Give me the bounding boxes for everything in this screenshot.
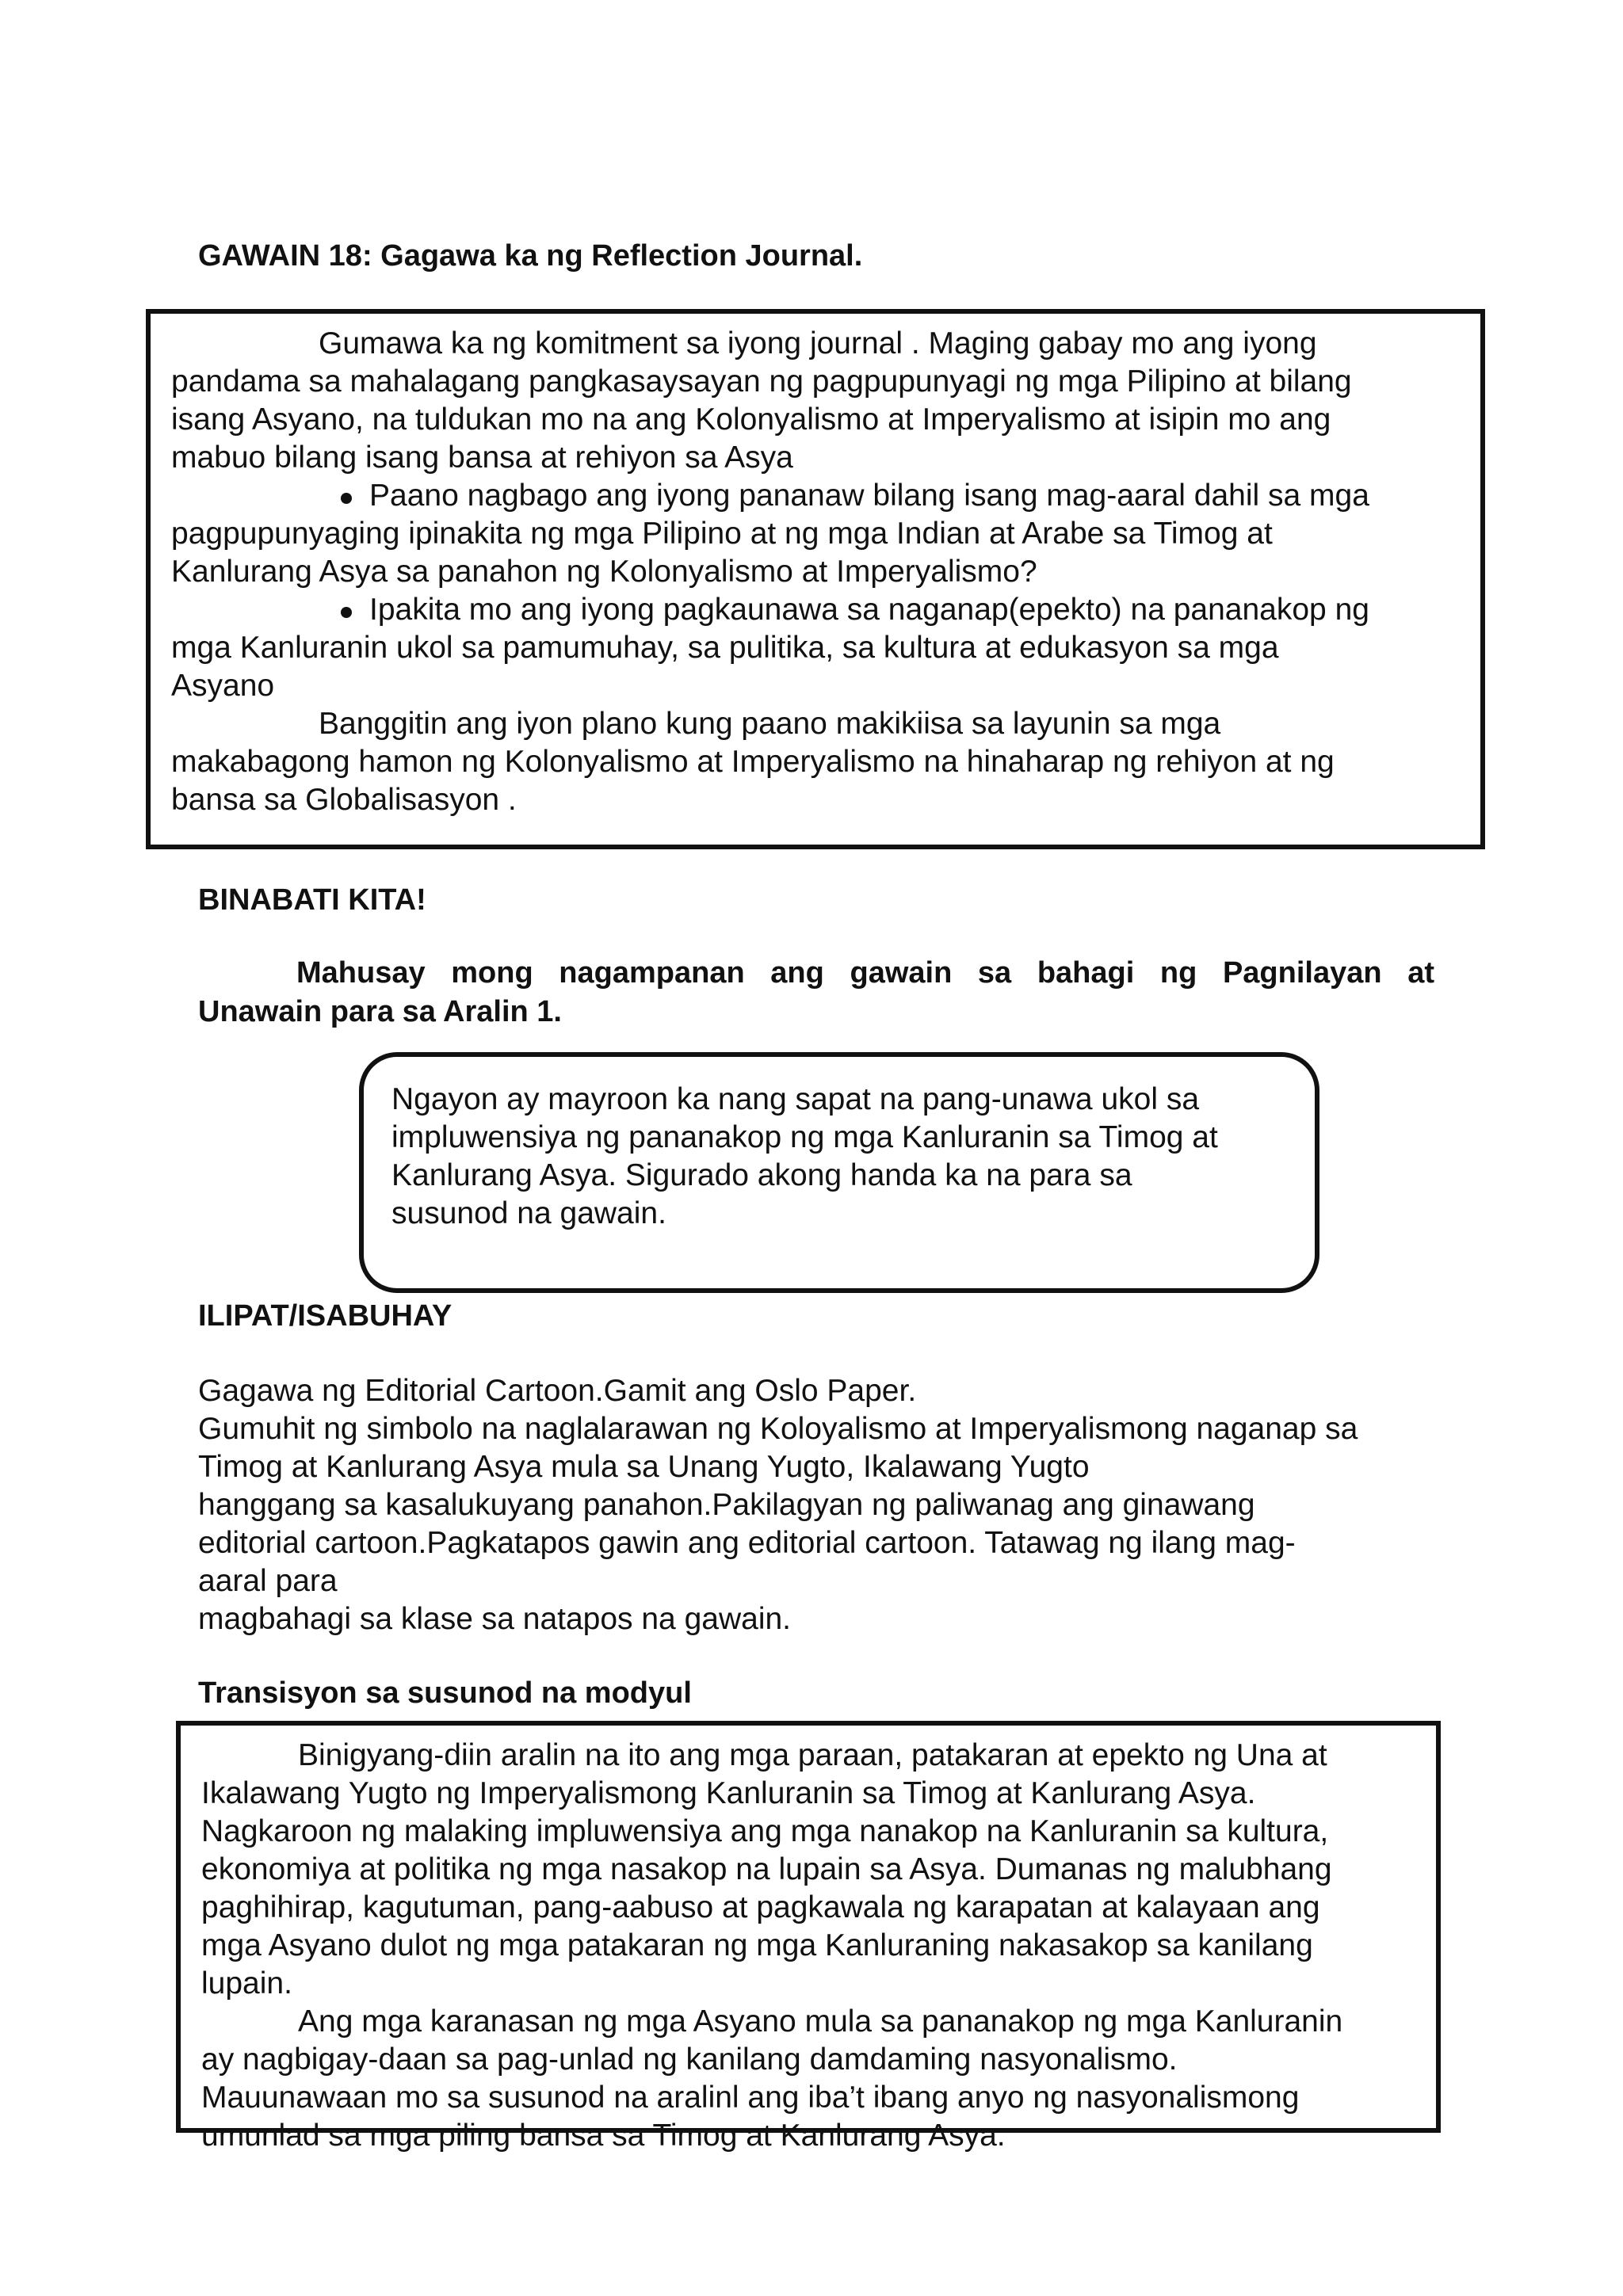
ilipat-line: hanggang sa kasalukuyang panahon.Pakilagyan ng paliwanag ang ginawang [198, 1488, 1255, 1522]
journal-line: mga Kanluranin ukol sa pamumuhay, sa pulitika, sa kultura at edukasyon sa mga [171, 631, 1279, 665]
transisyon-line: lupain. [201, 1966, 292, 2000]
ilipat-line: editorial cartoon.Pagkatapos gawin ang editorial cartoon. Tatawag ng ilang mag- [198, 1526, 1296, 1560]
journal-line: Kanlurang Asya sa panahon ng Kolonyalismo at Imperyalismo? [171, 555, 1037, 589]
transisyon-line: Binigyang-diin aralin na ito ang mga paraan, patakaran at epekto ng Una at [298, 1738, 1327, 1772]
ilipat-heading: ILIPAT/ISABUHAY [198, 1299, 453, 1333]
ilipat-line: Timog at Kanlurang Asya mula sa Unang Yugto, Ikalawang Yugto [198, 1450, 1090, 1484]
callout-line: Ngayon ay mayroon ka nang sapat na pang-unawa ukol sa [391, 1082, 1200, 1116]
journal-line: isang Asyano, na tuldukan mo na ang Kolonyalismo at Imperyalismo at isipin mo ang [171, 402, 1331, 437]
journal-line: Ipakita mo ang iyong pagkaunawa sa naganap(epekto) na pananakop ng [369, 593, 1369, 627]
ilipat-line: aaral para [198, 1564, 338, 1598]
journal-line: mabuo bilang isang bansa at rehiyon sa Asya [171, 441, 793, 475]
transisyon-line: Ang mga karanasan ng mga Asyano mula sa pananakop ng mga Kanluranin [298, 2004, 1343, 2039]
journal-line: pagpupunyaging ipinakita ng mga Pilipino at ng mga Indian at Arabe sa Timog at [171, 517, 1273, 551]
bullet-icon [341, 493, 352, 504]
callout-line: Kanlurang Asya. Sigurado akong handa ka na para sa [391, 1158, 1132, 1192]
transisyon-line: Nagkaroon ng malaking impluwensiya ang mga nanakop na Kanluranin sa kultura, [201, 1814, 1329, 1848]
transisyon-line: ay nagbigay-daan sa pag-unlad ng kanilang damdaming nasyonalismo. [201, 2042, 1178, 2077]
transisyon-line: Mauunawaan mo sa susunod na aralinl ang iba’t ibang anyo ng nasyonalismong [201, 2081, 1300, 2115]
congrats-heading: BINABATI KITA! [198, 883, 426, 917]
journal-line: bansa sa Globalisasyon . [171, 783, 517, 817]
transisyon-line: mga Asyano dulot ng mga patakaran ng mga Kanluraning nakasakop sa kanilang [201, 1928, 1313, 1962]
journal-line: pandama sa mahalagang pangkasaysayan ng pagpupunyagi ng mga Pilipino at bilang [171, 364, 1352, 399]
bullet-icon [341, 607, 352, 618]
transisyon-line: Ikalawang Yugto ng Imperyalismong Kanluranin sa Timog at Kanlurang Asya. [201, 1776, 1256, 1810]
transisyon-line: umunlad sa mga piling bansa sa Timog at Kanlurang Asya. [201, 2119, 1006, 2153]
callout-line: impluwensiya ng pananakop ng mga Kanluranin sa Timog at [391, 1120, 1218, 1154]
journal-line: Asyano [171, 669, 275, 703]
transisyon-line: paghihirap, kagutuman, pang-aabuso at pagkawala ng karapatan at kalayaan ang [201, 1890, 1320, 1924]
gawain-title: GAWAIN 18: Gagawa ka ng Reflection Journal. [198, 239, 863, 273]
transisyon-line: ekonomiya at politika ng mga nasakop na lupain sa Asya. Dumanas ng malubhang [201, 1852, 1332, 1886]
transisyon-heading: Transisyon sa susunod na modyul [198, 1676, 692, 1710]
journal-line: Gumawa ka ng komitment sa iyong journal . Maging gabay mo ang iyong [319, 326, 1317, 360]
journal-line: makabagong hamon ng Kolonyalismo at Imperyalismo na hinaharap ng rehiyon at ng [171, 745, 1335, 779]
ilipat-line: magbahagi sa klase sa natapos na gawain. [198, 1602, 792, 1636]
ilipat-line: Gagawa ng Editorial Cartoon.Gamit ang Oslo Paper. [198, 1374, 917, 1408]
journal-line: Banggitin ang iyon plano kung paano makikiisa sa layunin sa mga [319, 707, 1221, 741]
mahusay-line-1: Mahusay mong nagampanan ang gawain sa bahagi ng Pagnilayan at [296, 956, 1434, 990]
journal-line: Paano nagbago ang iyong pananaw bilang isang mag-aaral dahil sa mga [369, 479, 1369, 513]
mahusay-line-2: Unawain para sa Aralin 1. [198, 995, 562, 1028]
callout-line: susunod na gawain. [391, 1196, 666, 1230]
ilipat-line: Gumuhit ng simbolo na naglalarawan ng Koloyalismo at Imperyalismong naganap sa [198, 1412, 1358, 1446]
